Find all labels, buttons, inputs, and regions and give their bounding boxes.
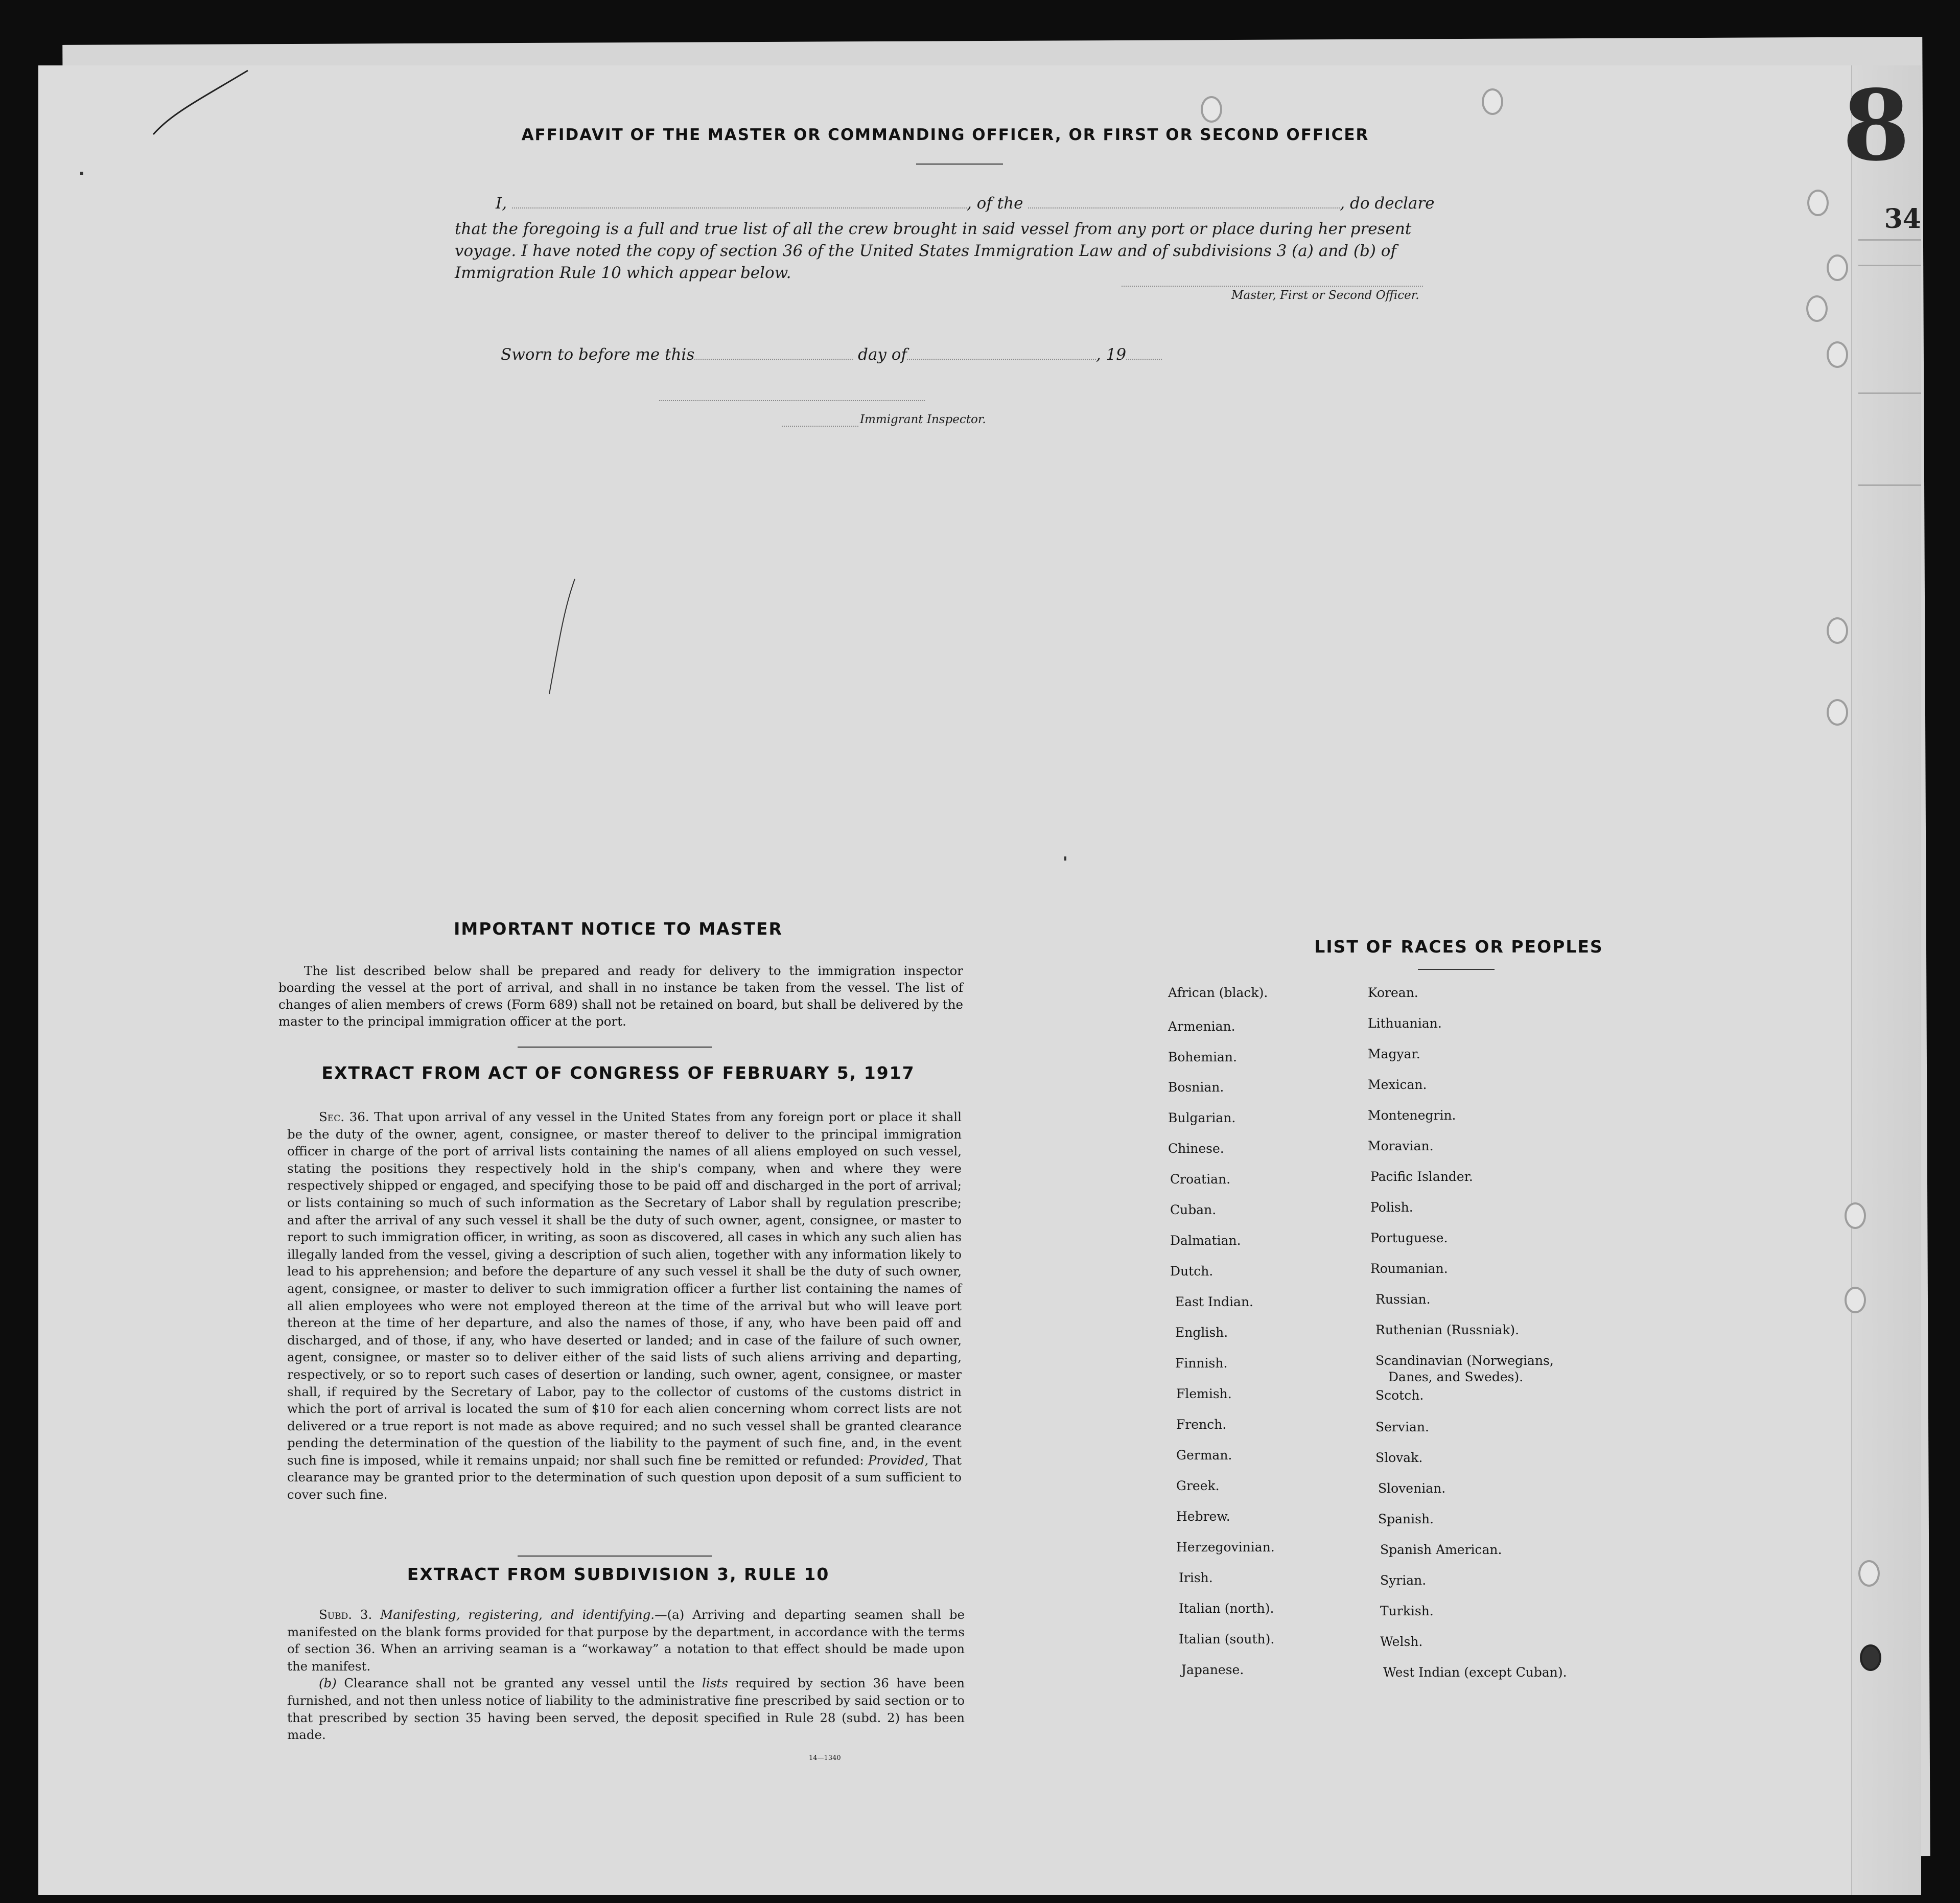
- para-b-label: (b): [319, 1676, 337, 1691]
- race-item: Pacific Islander.: [1370, 1169, 1473, 1184]
- race-item: German.: [1176, 1448, 1232, 1463]
- document-page: [38, 65, 1921, 1895]
- race-item: Spanish.: [1378, 1512, 1434, 1526]
- binder-hole: [1807, 190, 1829, 216]
- race-item: Cuban.: [1170, 1202, 1217, 1217]
- binder-hole: [1860, 1644, 1881, 1671]
- name-blank: [512, 207, 967, 208]
- signer-label: Master, First or Second Officer.: [1231, 289, 1419, 302]
- race-item: Moravian.: [1368, 1139, 1434, 1153]
- subdivision-3-text: [287, 1606, 965, 1744]
- title-rule: [916, 164, 1003, 165]
- inspector-blank: [659, 400, 925, 401]
- race-item: Portuguese.: [1370, 1231, 1448, 1245]
- para-b-rest: required by section 36 have been furnished, and not then unless notice of liability to the administrative fine prescribed by said section or to that prescribed by section 35 having been served, the deposit specified in Rule 28 (subd. 2) has been made.: [287, 1676, 965, 1743]
- race-item: Roumanian.: [1370, 1261, 1448, 1276]
- race-item: Bosnian.: [1168, 1080, 1224, 1095]
- races-title: LIST OF RACES OR PEOPLES: [1314, 937, 1603, 957]
- declaration-line-4: Immigration Rule 10 which appear below.: [455, 264, 791, 282]
- race-item: Scotch.: [1375, 1388, 1424, 1403]
- rule-extract-title: EXTRACT FROM SUBDIVISION 3, RULE 10: [407, 1564, 830, 1584]
- race-item: Hebrew.: [1176, 1509, 1230, 1524]
- race-item: Scandinavian (Norwegians,: [1375, 1353, 1554, 1368]
- race-item: Dutch.: [1170, 1264, 1214, 1279]
- sworn-day-of: day of: [858, 345, 907, 364]
- subd-label: Subd. 3.: [319, 1607, 372, 1622]
- binder-hole: [1845, 1202, 1866, 1229]
- race-item: Greek.: [1176, 1478, 1220, 1493]
- adjacent-page-margin: [1842, 65, 1921, 1895]
- race-item: Spanish American.: [1380, 1542, 1502, 1557]
- para-b-italic: lists: [702, 1676, 728, 1691]
- stray-mark: [1064, 856, 1066, 861]
- pen-stroke: [544, 576, 585, 699]
- binder-hole: [1827, 341, 1848, 368]
- binder-hole: [1482, 88, 1503, 115]
- sworn-date-blank: [694, 358, 853, 360]
- proviso-label: Provided,: [868, 1452, 929, 1468]
- race-item: Montenegrin.: [1368, 1108, 1456, 1123]
- race-item: Slovenian.: [1378, 1481, 1446, 1496]
- race-item: Slovak.: [1375, 1450, 1423, 1465]
- declaration-line-3: voyage. I have noted the copy of section 36 of the United States Immigration Law and of subdivisions 3 (a) and (b) of: [455, 242, 1396, 260]
- race-item: Dalmatian.: [1170, 1233, 1241, 1248]
- vessel-blank: [1028, 207, 1340, 208]
- race-item: Polish.: [1370, 1200, 1413, 1215]
- race-item: Bulgarian.: [1168, 1110, 1236, 1125]
- race-item: East Indian.: [1175, 1294, 1253, 1309]
- race-item: Italian (north).: [1179, 1601, 1274, 1616]
- act-extract-title: EXTRACT FROM ACT OF CONGRESS OF FEBRUARY 5, 1917: [321, 1063, 915, 1083]
- section-label: Sec. 36.: [319, 1109, 369, 1124]
- race-item: Turkish.: [1380, 1604, 1434, 1618]
- declare-i: I,: [496, 194, 507, 213]
- race-item: Flemish.: [1176, 1386, 1232, 1401]
- section-36-body: That upon arrival of any vessel in the United States from any foreign port or place it shall be the duty of the owner, agent, consignee, or master thereof to deliver to the principal immigration officer in charge of the port of arrival lists containing the names of all aliens employed on such vessel, stating the positions they respectively hold in the ship's company, when and where they were respectively shipped or engaged, and specifying those to be paid off and discharged in the port of arrival; or lists containing so much of such information as the Secretary of Labor shall by regulation prescribe; and after the arrival of any such vessel it shall be the duty of such owner, agent, consignee, or master to report to such immigration officer, in writing, as soon as discovered, all cases in which any such alien has illegally landed from the vessel, giving a description of such alien, together with any information likely to lead to his apprehension; and before the departure of any such vessel it shall be the duty of such owner, agent, consignee, or master to deliver to such immigration officer a further list containing the names of all alien employees who were not employed thereon at the time of the arrival but who will leave port thereon at the time of her departure, and also the names of those, if any, who have been paid off and discharged, and of those, if any, who have deserted or landed; and in case of the failure of such owner, agent, consignee, or master so to deliver either of the said lists of such aliens arriving and departing, respectively, or so to report such cases of desertion or landing, such owner, agent, consignee, or master shall, if required by the Secretary of Labor, pay to the collector of customs of the customs district in which the port of arrival is located the sum of $10 for each alien concerning whom correct lists are not delivered or a true report is not made as above required; and no such vessel shall be granted clearance pending the determination of the question of the liability to the payment of such fine, and, in the event such fine is imposed, while it remains unpaid; nor shall such fine be remitted or refunded:: [287, 1109, 962, 1468]
- race-item: Danes, and Swedes).: [1388, 1370, 1524, 1384]
- race-item: Croatian.: [1170, 1172, 1231, 1187]
- race-item: Servian.: [1375, 1420, 1429, 1434]
- binder-hole: [1827, 254, 1848, 281]
- race-item: English.: [1175, 1325, 1228, 1340]
- para-a: —(a) Arriving and departing seamen shall be manifested on the blank forms provided for that purpose by the department, in accordance with the terms of section 36. When an arriving seaman is a “workaway” a notation to that effect should be made upon the manifest.: [287, 1607, 965, 1674]
- sworn-prefix: Sworn to before me this: [501, 345, 695, 364]
- declaration-line-1: [496, 194, 1434, 213]
- race-item: Armenian.: [1168, 1019, 1235, 1034]
- margin-rule: [1858, 392, 1921, 394]
- race-item: Finnish.: [1175, 1356, 1228, 1371]
- race-item: Chinese.: [1168, 1141, 1224, 1156]
- declaration-line-2: that the foregoing is a full and true list of all the crew brought in said vessel from any port or place during her present: [455, 220, 1412, 238]
- race-item: West Indian (except Cuban).: [1383, 1665, 1567, 1680]
- race-item: Syrian.: [1380, 1573, 1427, 1588]
- inspector-label: Immigrant Inspector.: [860, 413, 986, 426]
- notice-text: The list described below shall be prepared and ready for delivery to the immigration inspector boarding the vessel at the port of arrival, and shall in no instance be taken from the vessel. The list of changes of alien members of crews (Form 689) shall not be retained on board, but shall be delivered by the master to the principal immigration officer at the port.: [278, 963, 963, 1029]
- signature-blank: [1122, 285, 1423, 287]
- declare-of-the: , of the: [966, 194, 1023, 213]
- section-rule: [518, 1556, 712, 1557]
- margin-page-number: 34: [1884, 203, 1921, 235]
- race-item: Mexican.: [1368, 1077, 1427, 1092]
- race-item: Italian (south).: [1179, 1632, 1275, 1646]
- race-item: Ruthenian (Russniak).: [1375, 1322, 1520, 1337]
- race-item: Japanese.: [1181, 1662, 1244, 1677]
- inspector-blank-2: [782, 425, 858, 427]
- stray-mark: [80, 172, 83, 175]
- affidavit-title: AFFIDAVIT OF THE MASTER OR COMMANDING OFFICER, OR FIRST OR SECOND OFFICER: [521, 126, 1369, 144]
- races-rule: [1418, 969, 1495, 970]
- sworn-year-blank: [1126, 358, 1162, 360]
- form-number: 14—1340: [809, 1754, 841, 1762]
- margin-rule: [1858, 239, 1921, 241]
- sworn-month-blank: [907, 358, 1096, 360]
- race-item: Korean.: [1368, 985, 1418, 1000]
- binder-hole: [1201, 96, 1222, 123]
- binder-hole: [1845, 1287, 1866, 1313]
- proviso-text: That clearance may be granted prior to the determination of such question upon deposit of a sum sufficient to cover such fine.: [287, 1452, 962, 1502]
- binder-hole: [1827, 617, 1848, 644]
- race-item: Lithuanian.: [1368, 1016, 1442, 1031]
- section-36-text: [287, 1108, 962, 1503]
- race-item: Bohemian.: [1168, 1050, 1237, 1064]
- race-item: Magyar.: [1368, 1047, 1420, 1061]
- section-rule: [518, 1047, 712, 1048]
- margin-page-letter: 8: [1842, 68, 1910, 182]
- race-item: Russian.: [1375, 1292, 1431, 1307]
- race-item: African (black).: [1168, 985, 1268, 1000]
- race-item: Welsh.: [1380, 1634, 1423, 1649]
- race-item: Herzegovinian.: [1176, 1540, 1275, 1554]
- race-item: French.: [1176, 1417, 1227, 1432]
- notice-title: IMPORTANT NOTICE TO MASTER: [454, 919, 783, 939]
- binder-hole: [1858, 1560, 1880, 1587]
- margin-rule: [1858, 484, 1921, 486]
- binder-hole: [1827, 699, 1848, 726]
- sworn-line: [501, 345, 1162, 364]
- sworn-year: , 19: [1095, 345, 1127, 364]
- race-item: Irish.: [1179, 1570, 1213, 1585]
- para-b: Clearance shall not be granted any vessel until the: [344, 1676, 695, 1691]
- margin-rule: [1858, 265, 1921, 266]
- binder-hole: [1806, 295, 1828, 322]
- subd-heading: Manifesting, registering, and identifying.: [380, 1607, 655, 1622]
- declare-end: , do declare: [1340, 194, 1435, 213]
